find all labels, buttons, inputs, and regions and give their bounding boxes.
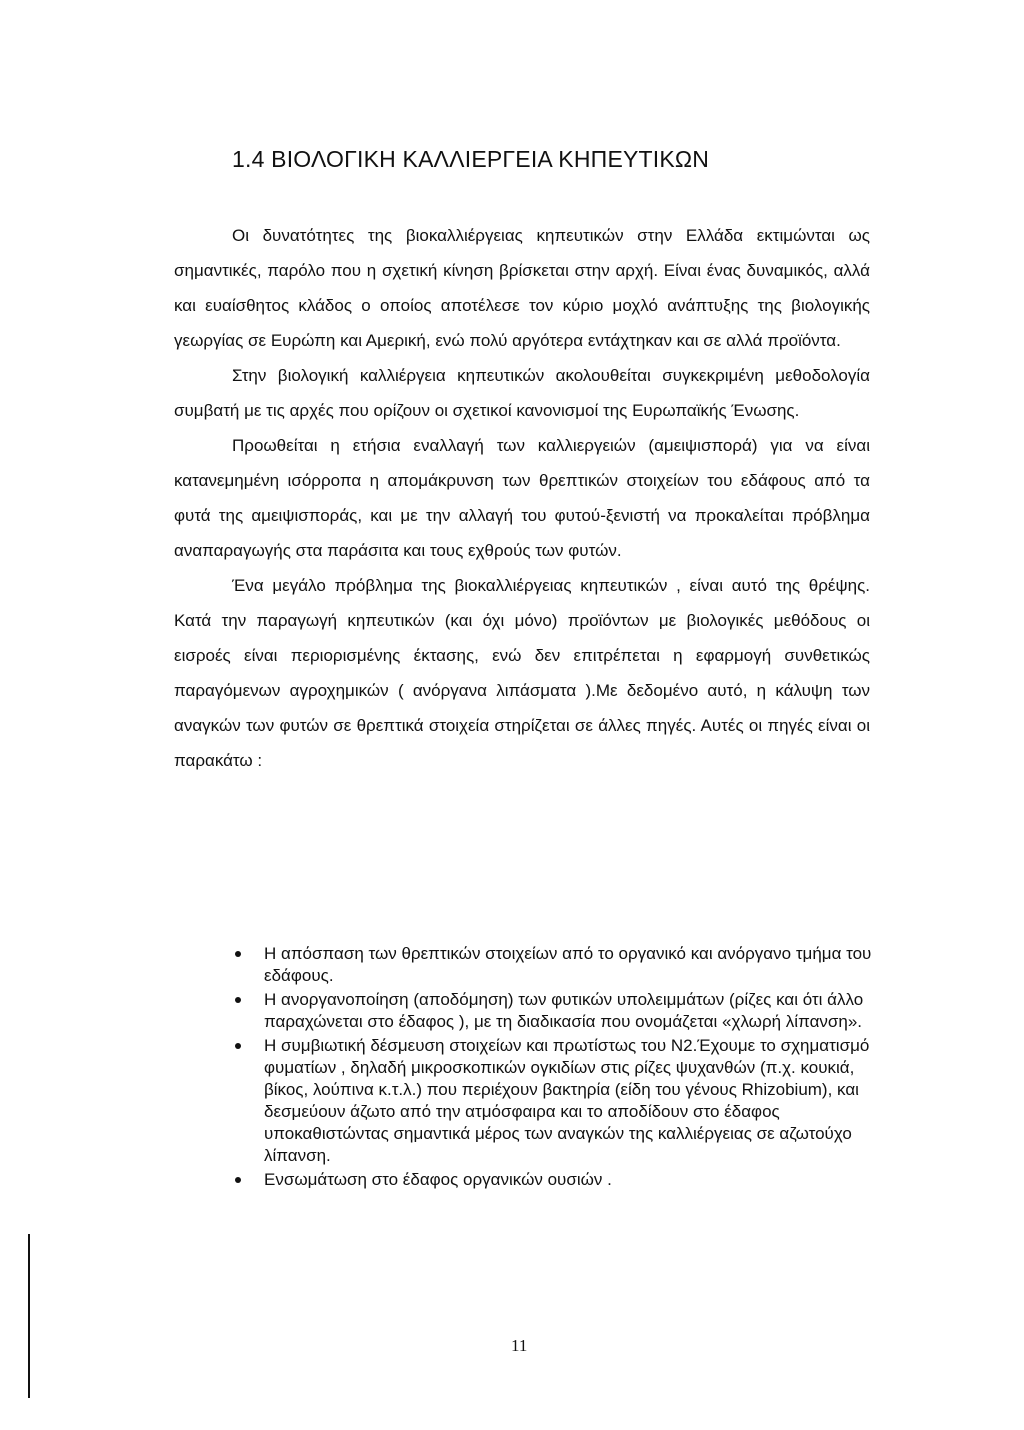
list-item	[232, 1169, 880, 1191]
bullet-icon	[235, 997, 241, 1003]
list-item-text: Η συμβιωτική δέσμευση στοιχείων και πρωτίστως του Ν2.Έχουμε το σχηματισμό φυματίων , δηλαδή μικροσκοπικών ογκιδίων στις ρίζες ψυχανθών (π.χ. κουκιά, βίκος, λούπινα κ.τ.λ.) που περιέχουν βακτηρία (είδη του γένους Rhizobium), και δεσμεύουν άζωτο από την ατμόσφαιρα και το αποδίδουν στο έδαφος υποκαθιστώντας σημαντικά μέρος των αναγκών της καλλιέργειας σε αζωτούχο λίπανση.	[264, 1036, 870, 1165]
scan-edge-line	[28, 1234, 30, 1398]
bullet-icon	[235, 951, 241, 957]
list-item-text: Η ανοργανοποίηση (αποδόμηση) των φυτικών υπολειμμάτων (ρίζες και ότι άλλο παραχώνεται στο έδαφος ), με τη διαδικασία που ονομάζεται «χλωρή λίπανση».	[264, 990, 864, 1031]
bullet-icon	[235, 1177, 241, 1183]
list-item-text: Ενσωμάτωση στο έδαφος οργανικών ουσιών .	[264, 1170, 612, 1189]
paragraph-nutrition: Ένα μεγάλο πρόβλημα της βιοκαλλιέργειας κηπευτικών , είναι αυτό της θρέψης. Κατά την παραγωγή κηπευτικών (και όχι μόνο) προϊόντων με βιολογικές μεθόδους οι εισροές είναι περιορισμένης έκτασης, ενώ δεν επιτρέπεται η εφαρμογή συνθετικώς παραγόμενων αγροχημικών ( ανόργανα λιπάσματα ).Με δεδομένο αυτό, η κάλυψη των αναγκών των φυτών σε θρεπτικά στοιχεία στηρίζεται σε άλλες πηγές. Αυτές οι πηγές είναι οι παρακάτω :	[174, 576, 870, 770]
list-item	[232, 989, 880, 1033]
body-text	[174, 218, 870, 778]
section-heading: 1.4 ΒΙΟΛΟΓΙΚΗ ΚΑΛΛΙΕΡΓΕΙΑ ΚΗΠΕΥΤΙΚΩΝ	[232, 146, 710, 172]
list-item	[232, 943, 880, 987]
paragraph-intro: Οι δυνατότητες της βιοκαλλιέργειας κηπευτικών στην Ελλάδα εκτιμώνται ως σημαντικές, παρόλο που η σχετική κίνηση βρίσκεται στην αρχή. Είναι ένας δυναμικός, αλλά και ευαίσθητος κλάδος ο οποίος αποτέλεσε τον κύριο μοχλό ανάπτυξης της βιολογικής γεωργίας σε Ευρώπη και Αμερική, ενώ πολύ αργότερα εντάχτηκαν και σε αλλά προϊόντα.	[174, 226, 870, 350]
nutrient-sources-list	[232, 943, 880, 1193]
page-number: 11	[511, 1336, 528, 1355]
list-item-text: Η απόσπαση των θρεπτικών στοιχείων από το οργανικό και ανόργανο τμήμα του εδάφους.	[264, 944, 872, 985]
paragraph-crop-rotation: Προωθείται η ετήσια εναλλαγή των καλλιεργειών (αμειψισπορά) για να είναι κατανεμημένη ισόρροπα η απομάκρυνση των θρεπτικών στοιχείων του εδάφους από τα φυτά της αμειψισποράς, και με την αλλαγή του φυτού-ξενιστή να προκαλείται πρόβλημα αναπαραγωγής στα παράσιτα και τους εχθρούς των φυτών.	[174, 436, 870, 560]
list-item	[232, 1035, 880, 1167]
paragraph-methodology: Στην βιολογική καλλιέργεια κηπευτικών ακολουθείται συγκεκριμένη μεθοδολογία συμβατή με τις αρχές που ορίζουν οι σχετικοί κανονισμοί της Ευρωπαϊκής Ένωσης.	[174, 366, 870, 420]
bullet-icon	[235, 1043, 241, 1049]
